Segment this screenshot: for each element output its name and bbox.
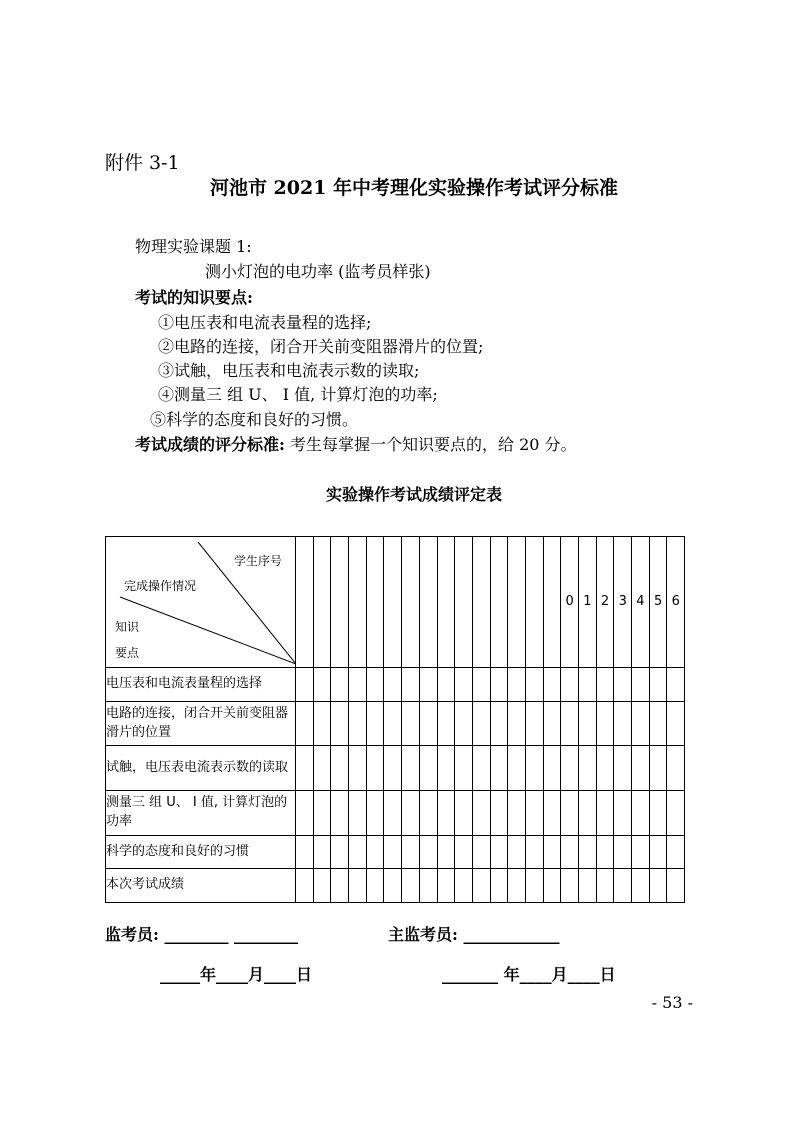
student-number-cell [331,537,349,668]
score-cell[interactable] [296,869,314,903]
score-cell[interactable] [649,746,667,791]
corner-label-points: 要点 [115,646,140,660]
student-number-cell [349,537,367,668]
score-cell[interactable] [419,791,437,836]
student-number-cell: 4 [632,537,650,668]
score-cell[interactable] [632,702,650,746]
row-label: 电路的连接，闭合开关前变阻器滑片的位置 [106,702,296,746]
score-cell[interactable] [508,668,526,702]
score-cell[interactable] [614,746,632,791]
score-cell[interactable] [437,836,455,869]
score-cell[interactable] [632,869,650,903]
score-cell[interactable] [366,869,384,903]
score-cell[interactable] [384,702,402,746]
score-cell[interactable] [331,836,349,869]
score-cell[interactable] [561,869,579,903]
score-cell[interactable] [419,702,437,746]
table-row [106,702,685,746]
score-cell[interactable] [596,746,614,791]
score-cell[interactable] [649,869,667,903]
score-cell[interactable] [437,791,455,836]
score-cell[interactable] [614,869,632,903]
score-cell[interactable] [614,668,632,702]
header-row [106,537,685,668]
corner-label-completion: 完成操作情况 [124,579,197,593]
score-cell[interactable] [525,791,543,836]
score-cell[interactable] [543,869,561,903]
score-cell[interactable] [525,869,543,903]
score-cell[interactable] [455,791,473,836]
score-cell[interactable] [561,668,579,702]
score-cell[interactable] [366,746,384,791]
student-number-cell [384,537,402,668]
score-cell[interactable] [596,869,614,903]
score-cell[interactable] [437,668,455,702]
subject-line: 物理实验课题 1: [135,237,252,256]
score-cell[interactable] [366,668,384,702]
score-cell[interactable] [561,791,579,836]
student-number-cell [525,537,543,668]
score-cell[interactable] [437,869,455,903]
score-cell[interactable] [579,836,597,869]
score-cell[interactable] [349,836,367,869]
score-cell[interactable] [561,836,579,869]
score-cell[interactable] [384,668,402,702]
score-cell[interactable] [543,668,561,702]
score-cell[interactable] [490,836,508,869]
score-cell[interactable] [296,836,314,869]
corner-label-student-number: 学生序号 [234,554,283,568]
row-label: 电压表和电流表量程的选择 [106,668,296,702]
score-cell[interactable] [543,702,561,746]
score-cell[interactable] [349,746,367,791]
score-cell[interactable] [596,791,614,836]
score-cell[interactable] [349,668,367,702]
score-cell[interactable] [455,869,473,903]
score-cell[interactable] [649,668,667,702]
score-cell[interactable] [596,836,614,869]
score-cell[interactable] [402,836,420,869]
score-cell[interactable] [402,702,420,746]
score-table [105,536,685,903]
grading-text: 考生每掌握一个知识要点的，给 20 分。 [284,435,577,454]
student-number-cell [313,537,331,668]
score-cell[interactable] [649,836,667,869]
student-number-cell: 6 [667,537,685,668]
score-cell[interactable] [667,746,685,791]
score-cell[interactable] [331,668,349,702]
score-cell[interactable] [331,702,349,746]
score-cell[interactable] [472,836,490,869]
score-cell[interactable] [579,791,597,836]
attachment-label: 附件 3-1 [105,152,180,174]
score-cell[interactable] [649,791,667,836]
score-cell[interactable] [331,746,349,791]
score-cell[interactable] [525,836,543,869]
knowledge-point-3: ③试触，电压表和电流表示数的读取; [158,361,420,380]
grading-label: 考试成绩的评分标准: [135,435,285,454]
score-cell[interactable] [384,836,402,869]
student-number-cell [402,537,420,668]
score-cell[interactable] [667,869,685,903]
score-cell[interactable] [366,791,384,836]
chief-proctor-signature: 主监考员: ____________ [388,925,560,944]
diagonal-header-cell [106,537,296,668]
score-cell[interactable] [667,791,685,836]
corner-label-knowledge: 知识 [115,620,140,634]
score-cell[interactable] [508,791,526,836]
table-row [106,836,685,869]
student-number-cell [437,537,455,668]
row-label: 测量三 组 U、 I 值, 计算灯泡的功率 [106,791,296,836]
score-cell[interactable] [490,746,508,791]
score-cell[interactable] [632,746,650,791]
score-cell[interactable] [508,702,526,746]
score-cell[interactable] [579,668,597,702]
score-cell[interactable] [508,746,526,791]
score-cell[interactable] [632,791,650,836]
table-row [106,746,685,791]
score-cell[interactable] [455,702,473,746]
score-cell[interactable] [349,702,367,746]
student-number-cell: 0 [561,537,579,668]
score-cell[interactable] [490,791,508,836]
score-cell[interactable] [313,869,331,903]
score-cell[interactable] [596,668,614,702]
score-cell[interactable] [419,746,437,791]
score-cell[interactable] [649,702,667,746]
table-row [106,791,685,836]
score-cell[interactable] [349,791,367,836]
score-cell[interactable] [579,869,597,903]
score-cell[interactable] [472,791,490,836]
score-cell[interactable] [632,836,650,869]
score-cell[interactable] [349,869,367,903]
score-cell[interactable] [490,702,508,746]
table-row [106,668,685,702]
score-cell[interactable] [508,869,526,903]
score-cell[interactable] [331,791,349,836]
score-cell[interactable] [384,791,402,836]
score-cell[interactable] [614,836,632,869]
score-cell[interactable] [313,836,331,869]
student-number-cell [455,537,473,668]
student-number-cell [508,537,526,668]
score-cell[interactable] [596,702,614,746]
score-cell[interactable] [614,702,632,746]
score-cell[interactable] [508,836,526,869]
proctor-signature: 监考员: ________ ________ [105,925,299,944]
page-title: 河池市 2021 年中考理化实验操作考试评分标准 [209,177,619,199]
row-label: 本次考试成绩 [106,869,296,903]
score-cell[interactable] [419,869,437,903]
score-cell[interactable] [614,791,632,836]
score-cell[interactable] [579,702,597,746]
student-number-cell [490,537,508,668]
student-number-cell [472,537,490,668]
score-cell[interactable] [667,668,685,702]
score-cell[interactable] [402,869,420,903]
knowledge-point-2: ②电路的连接，闭合开关前变阻器滑片的位置; [158,337,484,356]
score-cell[interactable] [402,791,420,836]
score-cell[interactable] [455,668,473,702]
student-number-cell [543,537,561,668]
table-title: 实验操作考试成绩评定表 [325,485,502,504]
score-cell[interactable] [490,668,508,702]
knowledge-point-5: ⑤科学的态度和良好的习惯。 [150,410,359,429]
score-cell[interactable] [419,836,437,869]
knowledge-point-4: ④测量三 组 U、 I 值, 计算灯泡的功率; [158,385,438,404]
score-cell[interactable] [331,869,349,903]
score-cell[interactable] [525,746,543,791]
grading-standard [135,432,577,455]
score-cell[interactable] [579,746,597,791]
score-cell[interactable] [667,702,685,746]
knowledge-heading: 考试的知识要点: [135,288,253,307]
score-cell[interactable] [402,668,420,702]
score-cell[interactable] [296,702,314,746]
chief-proctor-date: _______ 年____月____日 [442,965,616,984]
student-number-cell: 1 [579,537,597,668]
proctor-date: _____年____月____日 [160,965,313,984]
score-cell[interactable] [525,668,543,702]
score-cell[interactable] [313,791,331,836]
score-cell[interactable] [313,746,331,791]
score-cell[interactable] [419,668,437,702]
student-number-cell: 5 [649,537,667,668]
score-cell[interactable] [296,791,314,836]
score-cell[interactable] [543,791,561,836]
score-cell[interactable] [313,702,331,746]
experiment-name: 测小灯泡的电功率 (监考员样张) [205,262,431,281]
score-cell[interactable] [543,836,561,869]
score-cell[interactable] [667,836,685,869]
score-cell[interactable] [472,746,490,791]
score-cell[interactable] [472,869,490,903]
score-cell[interactable] [437,746,455,791]
score-cell[interactable] [402,746,420,791]
score-cell[interactable] [437,702,455,746]
row-label: 试触，电压表电流表示数的读取 [106,746,296,791]
score-cell[interactable] [525,702,543,746]
student-number-cell: 2 [596,537,614,668]
score-cell[interactable] [561,702,579,746]
score-cell[interactable] [455,746,473,791]
knowledge-point-1: ①电压表和电流表量程的选择; [158,313,372,332]
score-cell[interactable] [472,668,490,702]
student-number-cell: 3 [614,537,632,668]
score-cell[interactable] [561,746,579,791]
row-label: 科学的态度和良好的习惯 [106,836,296,869]
student-number-cell [296,537,314,668]
score-cell[interactable] [490,869,508,903]
student-number-cell [419,537,437,668]
score-cell[interactable] [366,836,384,869]
score-cell[interactable] [296,746,314,791]
page-number: - 53 - [651,993,693,1012]
score-cell[interactable] [313,668,331,702]
score-cell[interactable] [472,702,490,746]
student-number-cell [366,537,384,668]
score-cell[interactable] [455,836,473,869]
score-cell[interactable] [384,869,402,903]
score-cell[interactable] [384,746,402,791]
score-cell[interactable] [366,702,384,746]
table-row [106,869,685,903]
score-cell[interactable] [543,746,561,791]
score-cell[interactable] [632,668,650,702]
score-cell[interactable] [296,668,314,702]
